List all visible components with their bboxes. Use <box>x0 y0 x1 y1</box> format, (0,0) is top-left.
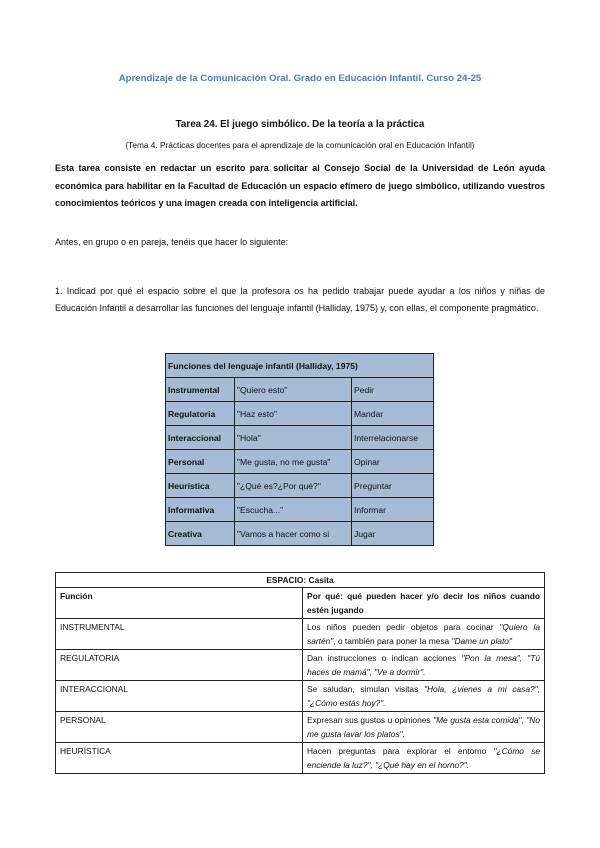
table-row <box>166 498 434 522</box>
example-quote: "Hola, ¿vienes a mi casa?", "¿Cómo estás hoy?". <box>307 684 540 708</box>
table-row <box>166 378 434 402</box>
function-example: "Quiero esto" <box>234 378 351 402</box>
function-example: "Escucha..." <box>234 498 351 522</box>
function-purpose: Preguntar <box>351 474 433 498</box>
table-header-row <box>56 588 545 619</box>
description-text: Dan instrucciones o indican acciones <box>307 653 462 663</box>
space-functions-table <box>55 572 545 774</box>
function-name: Interaccional <box>166 426 235 450</box>
function-description <box>303 650 545 681</box>
table-row <box>166 450 434 474</box>
description-text: Expresan sus gustos u opiniones <box>307 715 434 725</box>
function-name: Instrumental <box>166 378 235 402</box>
function-name: Regulatoria <box>166 402 235 426</box>
function-example: "Hola" <box>234 426 351 450</box>
function-purpose: Informar <box>351 498 433 522</box>
example-quote: "Dame un plato" <box>451 636 512 646</box>
function-name: Informativa <box>166 498 235 522</box>
function-name: HEURÍSTICA <box>56 743 303 774</box>
task-title: Tarea 24. El juego simbólico. De la teoría a la práctica <box>175 119 425 130</box>
table-row <box>56 712 545 743</box>
task-topic: (Tema 4. Prácticas docentes para el aprendizaje de la comunicación oral en Educación Infantil) <box>125 140 475 150</box>
table-row <box>56 650 545 681</box>
header-why: Por qué: qué pueden hacer y/o decir los niños cuando estén jugando <box>303 588 545 619</box>
function-purpose: Jugar <box>351 522 433 546</box>
space-caption: ESPACIO: Casita <box>56 573 545 588</box>
course-header: Aprendizaje de la Comunicación Oral. Grado en Educación Infantil. Curso 24-25 <box>118 73 482 84</box>
table-row <box>166 426 434 450</box>
example-quote: "Me gusta esta comida", "No me gusta lavar los platos". <box>307 715 540 739</box>
header-function: Función <box>56 588 303 619</box>
function-purpose: Interrelacionarse <box>351 426 433 450</box>
example-quote: "¿Cómo se enciende la luz?", "¿Qué hay en el horno?". <box>307 746 540 770</box>
function-example: "Me gusta, no me gusta" <box>234 450 351 474</box>
function-description <box>303 743 545 774</box>
description-text: , o también para poner la mesa <box>333 636 452 646</box>
table-row <box>56 681 545 712</box>
function-name: INTERACCIONAL <box>56 681 303 712</box>
instructions-lead: Antes, en grupo o en pareja, tenéis que hacer lo siguiente: <box>55 237 289 247</box>
function-description <box>303 681 545 712</box>
table-row <box>166 474 434 498</box>
function-purpose: Pedir <box>351 378 433 402</box>
instruction-point-1: 1. Indicad por qué el espacio sobre el que la profesora os ha pedido trabajar puede ayudar a los niños y niñas de Educación Infantil a desarrollar las funciones del lenguaje infantil (Halliday, 1975) y, con ellas, el componente pragmático. <box>55 286 545 313</box>
example-quote: "Quiero la sartén" <box>307 622 540 646</box>
function-example: "Vamos a hacer como si <box>234 522 351 546</box>
function-name: REGULATORIA <box>56 650 303 681</box>
table-row <box>166 402 434 426</box>
function-name: Creativa <box>166 522 235 546</box>
task-intro: Esta tarea consiste en redactar un escrito para solicitar al Consejo Social de la Universidad de León ayuda económica para habilitar en la Facultad de Educación un espacio efímero de juego simbólico, utilizando vuestros conocimientos teóricos y una imagen creada con inteligencia artificial. <box>55 163 545 208</box>
function-description <box>303 712 545 743</box>
function-name: PERSONAL <box>56 712 303 743</box>
function-purpose: Opinar <box>351 450 433 474</box>
function-name: INSTRUMENTAL <box>56 619 303 650</box>
example-quote: "Pon la mesa", "Tú haces de mamá", "Ve a dormir". <box>307 653 540 677</box>
function-purpose: Mandar <box>351 402 433 426</box>
table-row <box>166 522 434 546</box>
function-name: Heurística <box>166 474 235 498</box>
function-description <box>303 619 545 650</box>
halliday-functions-table <box>165 353 434 546</box>
description-text: Hacen preguntas para explorar el entorno <box>307 746 494 756</box>
description-text: Los niños pueden pedir objetos para cocinar <box>307 622 500 632</box>
table-row <box>56 743 545 774</box>
description-text: Se saludan, simulan visitas <box>307 684 425 694</box>
halliday-table-title: Funciones del lenguaje infantil (Halliday, 1975) <box>166 354 434 378</box>
table-row <box>56 619 545 650</box>
function-example: "Haz esto" <box>234 402 351 426</box>
function-example: "¿Qué es?¿Por qué?" <box>234 474 351 498</box>
function-name: Personal <box>166 450 235 474</box>
